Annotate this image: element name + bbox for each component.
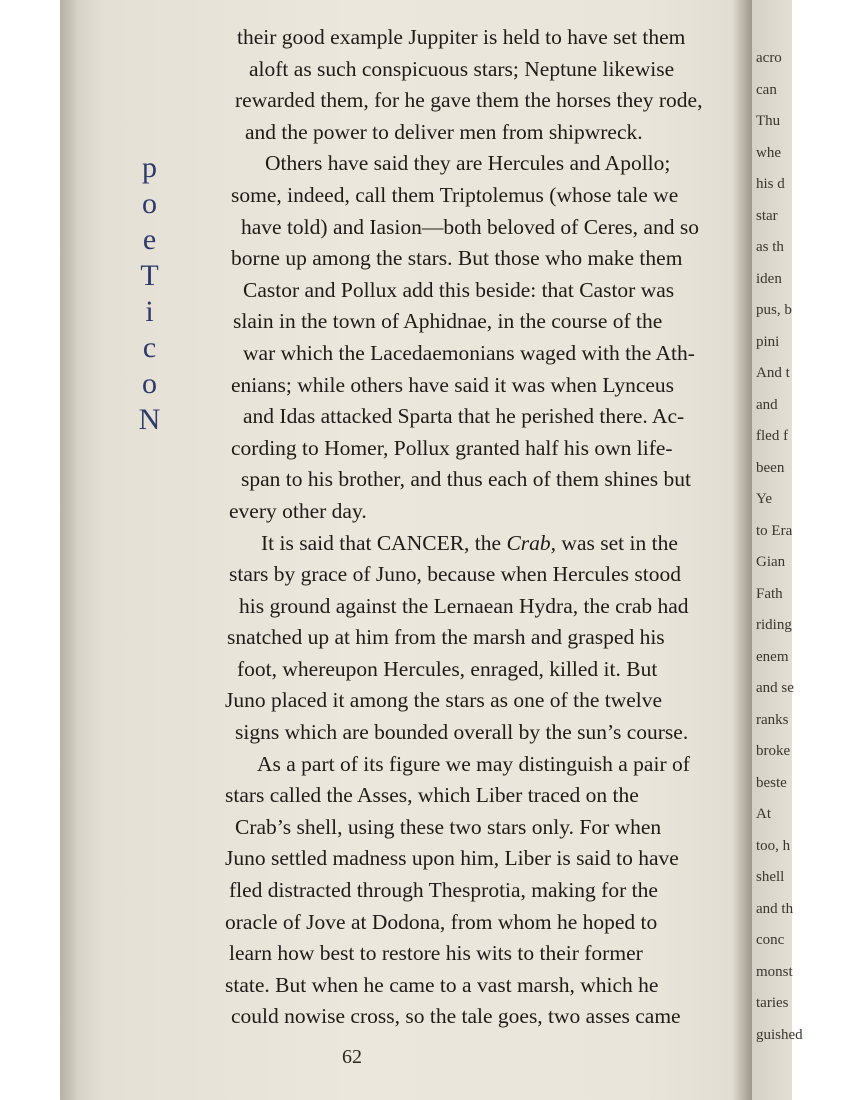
side-title-letter: N [138,403,162,436]
facing-page-fragment: fled f [756,428,789,444]
side-title-letter: c [142,331,158,364]
facing-page-fragment: as th [756,239,784,255]
text-line: and the power to deliver men from shipwreck. [245,119,643,144]
italic-term: Crab, [506,530,557,555]
side-title-letter: T [140,259,160,292]
facing-page-edge [752,0,803,1100]
facing-page-fragment: iden [756,270,782,287]
text-line: learn how best to restore his wits to their former [229,941,643,966]
facing-page-fragment: shell [756,869,785,885]
facing-page-fragment: whe [756,144,781,161]
text-line: span to his brother, and thus each of them shines but [241,467,691,492]
text-line: cording to Homer, Pollux granted half his own life- [231,435,673,460]
text-line: borne up among the stars. But those who make them [231,246,683,271]
facing-page-fragment: star [756,207,778,224]
facing-page-fragment: enem [756,648,789,665]
text-line: fled distracted through Thesprotia, making for the [229,878,658,903]
text-line: their good example Juppiter is held to have set them [237,25,686,49]
text-line: and Idas attacked Sparta that he perished there. Ac- [243,404,685,429]
text-line: rewarded them, for he gave them the horses they rode, [235,88,703,113]
running-side-title [130,150,170,438]
facing-page-fragment: And t [756,365,790,381]
body-text [225,22,785,1033]
text-line: stars called the Asses, which Liber traced on the [225,783,639,808]
text-line: some, indeed, call them Triptolemus (whose tale we [231,182,679,207]
facing-page-fragment: acro [756,50,782,66]
facing-page-fragment: guished [756,1026,803,1043]
text-line: Juno settled madness upon him, Liber is said to have [225,846,679,871]
text-line: slain in the town of Aphidnae, in the course of the [233,309,663,334]
text-line: war which the Lacedaemonians waged with the Ath- [243,340,695,365]
facing-page-fragment: Fath [756,585,783,602]
text-line: oracle of Jove at Dodona, from whom he hoped to [225,909,658,934]
page-number: 62 [342,1046,362,1068]
facing-page-fragment: ranks [756,711,789,728]
text-line: aloft as such conspicuous stars; Neptune likewise [249,56,675,81]
facing-page-fragment: Thu [756,113,781,129]
facing-page-fragment: At [756,806,771,822]
page-edge-shadow [60,0,78,1100]
facing-page-fragment: and se [756,680,794,696]
text-line: stars by grace of Juno, because when Hercules stood [229,562,681,587]
text-line: As a part of its figure we may distinguish a pair of [257,751,690,776]
side-title-letter: e [142,223,158,256]
text-line: enians; while others have said it was when Lynceus [231,372,675,397]
book-page-photo [60,0,803,1100]
text-line: have told) and Iasion—both beloved of Ceres, and so [241,214,699,239]
text-line: his ground against the Lernaean Hydra, the crab had [239,593,689,618]
text-line: It is said that CANCER, the Crab, was set in the [261,530,678,555]
text-line: snatched up at him from the marsh and grasped his [227,625,665,650]
text-line: Juno placed it among the stars as one of the twelve [225,688,663,713]
facing-page-fragment: and [756,396,778,413]
side-title-letter: o [142,187,158,220]
facing-page-fragment: broke [756,743,791,759]
facing-page-fragment: beste [756,774,787,791]
text-line: could nowise cross, so the tale goes, two asses came [231,1004,681,1029]
facing-page-fragment: Ye [756,491,772,507]
side-title-letter: o [142,367,158,400]
facing-page-fragment: riding [756,617,792,633]
book-gutter [732,0,752,1100]
facing-page-fragment: too, h [756,837,791,854]
facing-page-fragment: pini [756,333,780,350]
text-line: every other day. [229,498,367,523]
facing-page-fragment: conc [756,932,785,948]
facing-page-fragment: his d [756,176,785,192]
text-line: Castor and Pollux add this beside: that Castor was [243,277,675,302]
facing-page-fragment: can [756,81,777,98]
text-line: signs which are bounded overall by the sun’s course. [235,720,689,745]
text-line: foot, whereupon Hercules, enraged, killed it. But [237,656,658,681]
text-line: state. But when he came to a vast marsh, which he [225,972,659,997]
facing-page-fragment: Gian [756,554,786,570]
facing-page-fragment: monst [756,963,793,980]
facing-page-fragment: to Era [756,522,793,539]
facing-page-fragment: been [756,459,785,476]
facing-page-fragment: and th [756,900,794,917]
text-line: Crab’s shell, using these two stars only. For when [235,814,662,839]
facing-page-fragment: pus, b [756,302,792,318]
text-line: Others have said they are Hercules and Apollo; [265,151,671,176]
side-title-letter: i [145,295,155,328]
side-title-letter: p [142,151,158,184]
facing-page-fragment: taries [756,995,789,1011]
